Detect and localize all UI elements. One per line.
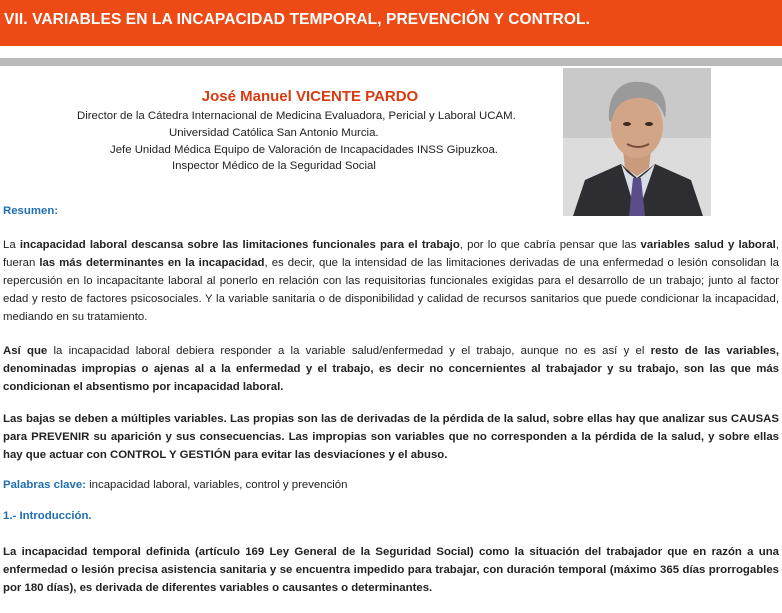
chapter-header-bar [0,0,782,46]
abstract-paragraph-2: Así que la incapacidad laboral debiera responder a la variable salud/enfermedad y el trabajo, aunque no es así y el resto de las variables, denominadas impropias o ajenas al a la enfermedad y el trabajo, es decir no concernientes al trabajador y su trabajo, son las que más condicionan el absentismo por incapacidad laboral. [3,345,779,393]
keywords-label: Palabras clave: [3,479,86,491]
abstract-label: Resumen: [3,205,59,217]
author-portrait-image [563,68,711,216]
abstract-paragraph-1: La incapacidad laboral descansa sobre las limitaciones funcionales para el trabajo, por lo que cabría pensar que las variables salud y laboral, fueran las más determinantes en la incapacidad, es decir, que la intensidad de las limitaciones derivadas de una enfermedad o lesión consolidan la repercusión en lo incapacitante laboral al ponerlo en relación con las requisitorias funcionales exigidas para el desarrollo de un trabajo; junto al factor edad y resto de factores psicosociales. Y la variable sanitaria o de disponibilidad y calidad de recursos sanitarios que puede condicionar la incapacidad, mediando en su tratamiento. [3,239,779,323]
intro-heading: 1.- Introducción. [3,510,92,522]
author-affiliation-3: Jefe Unidad Médica Equipo de Valoración de Incapacidades INSS Gipuzkoa. [110,144,498,156]
author-affiliation-1: Director de la Cátedra Internacional de Medicina Evaluadora, Pericial y Laboral UCAM. [77,110,516,122]
author-affiliation-4: Inspector Médico de la Seguridad Social [172,160,376,172]
chapter-title: VII. VARIABLES EN LA INCAPACIDAD TEMPORAL, PREVENCIÓN Y CONTROL. [4,11,590,28]
author-affiliation-2: Universidad Católica San Antonio Murcia. [169,127,379,139]
section-divider [0,58,782,66]
abstract-paragraph-3: Las bajas se deben a múltiples variables. Las propias son las de derivadas de la pérdida de la salud, sobre ellas hay que analizar sus CAUSAS para PREVENIR su aparición y sus consecuencias. Las impropias son variables que no corresponden a la pérdida de la salud, y sobre ellas hay que actuar con CONTROL Y GESTIÓN para evitar las desviaciones y el abuso. [3,413,779,461]
intro-paragraph-1: La incapacidad temporal definida (artículo 169 Ley General de la Seguridad Social) como la situación del trabajador que en razón a una enfermedad o lesión precisa asistencia sanitaria y se encuentra impedido para trabajar, con duración temporal (máximo 365 días prorrogables por 180 días), es derivada de diferentes variables o causantes o determinantes. [3,546,779,594]
keywords-line [3,476,779,494]
author-name: José Manuel VICENTE PARDO [201,88,419,105]
author-photo [563,68,711,216]
keywords-text: incapacidad laboral, variables, control y prevención [85,479,348,491]
